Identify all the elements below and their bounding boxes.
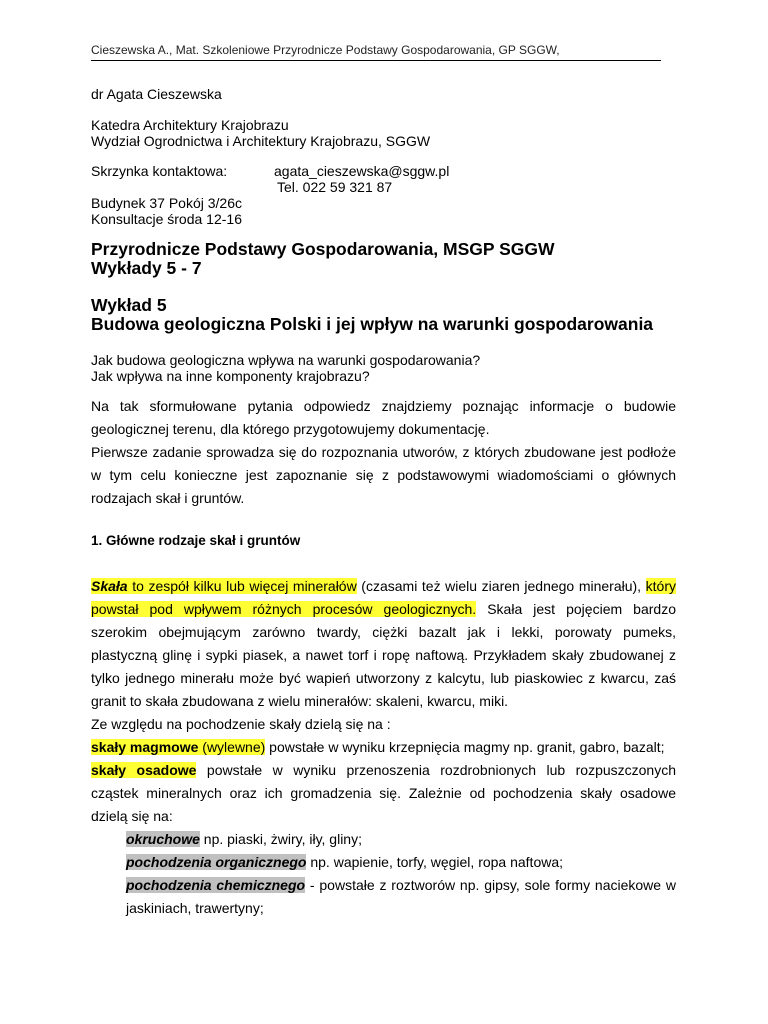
faculty: Wydział Ogrodnictwa i Architektury Krajobrazu, SGGW xyxy=(91,133,431,149)
term-sedimentary: skały osadowe xyxy=(91,762,197,778)
chemical-item xyxy=(91,874,676,897)
text: (czasami też wielu ziaren jednego minerału), xyxy=(356,578,646,594)
text: powstałe w wyniku przenoszenia rozdrobnionych lub rozpuszczonych xyxy=(196,762,676,778)
lecture-topic: Budowa geologiczna Polski i jej wpływ na warunki gospodarowania xyxy=(91,314,654,334)
lecture-number: Wykład 5 xyxy=(91,295,167,315)
question-2: Jak wpływa na inne komponenty krajobrazu? xyxy=(91,368,370,384)
email-address: agata_cieszewska@sggw.pl xyxy=(274,163,450,179)
course-title xyxy=(91,240,691,278)
term-clastic: okruchowe xyxy=(126,831,200,847)
magmatic-rocks-line xyxy=(91,736,676,759)
department: Katedra Architektury Krajobrazu xyxy=(91,117,289,133)
rock-definition-paragraph xyxy=(91,575,676,920)
highlight xyxy=(91,578,357,594)
lecture-title xyxy=(91,296,691,334)
office-hours: Konsultacje środa 12-16 xyxy=(91,211,242,227)
intro-line: Pierwsze zadanie sprowadza się do rozpoznania utworów, z których zbudowane jest podłoże xyxy=(91,444,676,460)
text: np. piaski, żwiry, iły, gliny; xyxy=(199,831,362,847)
running-header: Cieszewska A., Mat. Szkoleniowe Przyrodnicze Podstawy Gospodarowania, GP SGGW, xyxy=(91,43,661,61)
contact-block xyxy=(91,163,677,227)
clastic-item xyxy=(91,828,676,851)
office-location: Budynek 37 Pokój 3/26c xyxy=(91,195,242,211)
affiliation-block xyxy=(91,117,677,149)
organic-item xyxy=(91,851,676,874)
text: np. wapienie, torfy, węgiel, ropa naftowa; xyxy=(306,854,564,870)
text: powstałe w wyniku krzepnięcia magmy np. granit, gabro, bazalt; xyxy=(265,739,665,755)
definition-line: granit to skała zbudowana z wielu minerałów: skaleni, kwarcu, miki. xyxy=(91,693,509,709)
highlighted-text: powstał pod wpływem różnych procesów geologicznych. xyxy=(91,601,477,617)
term-chemical: pochodzenia chemicznego xyxy=(126,877,306,893)
contact-row xyxy=(91,163,677,179)
contact-label: Skrzynka kontaktowa: xyxy=(91,163,228,179)
intro-line: w tym celu konieczne jest zapoznanie się z podstawowymi wiadomościami o głównych xyxy=(91,467,676,483)
author-name: dr Agata Cieszewska xyxy=(91,86,222,102)
lectures-range: Wykłady 5 - 7 xyxy=(91,258,202,278)
highlighted-text: który xyxy=(645,578,676,594)
highlight xyxy=(91,739,265,755)
author-block xyxy=(91,86,677,102)
chemical-item-continuation: jaskiniach, trawertyny; xyxy=(126,900,264,916)
text: - powstałe z roztworów np. gipsy, sole formy naciekowe w xyxy=(305,877,676,893)
intro-paragraph xyxy=(91,395,676,510)
text: Skała jest pojęciem bardzo xyxy=(476,601,676,617)
definition-line: tylko jednego minerału może być wapień utworzony z kalcytu, lub piaskowiec z kwarcu, zaś xyxy=(91,670,676,686)
sedimentary-rocks-line xyxy=(91,759,676,782)
highlighted-text: to zespół kilku lub więcej minerałów xyxy=(127,578,357,594)
intro-line: rodzajach skał i gruntów. xyxy=(91,490,245,506)
definition-line xyxy=(91,575,676,598)
definition-line xyxy=(91,598,676,621)
phone-number: Tel. 022 59 321 87 xyxy=(277,179,393,195)
term-organic: pochodzenia organicznego xyxy=(126,854,307,870)
classification-intro: Ze względu na pochodzenie skały dzielą się na : xyxy=(91,716,391,732)
course-title-line: Przyrodnicze Podstawy Gospodarowania, MSGP SGGW xyxy=(91,239,555,259)
definition-line: plastyczną glinę i sypki piasek, a nawet torf i ropę naftową. Przykładem skały zbudowanej z xyxy=(91,647,676,663)
questions-block xyxy=(91,352,677,384)
phone-row xyxy=(91,179,677,195)
question-1: Jak budowa geologiczna wpływa na warunki gospodarowania? xyxy=(91,352,481,368)
intro-line: geologicznej terenu, dla którego przygotowujemy dokumentację. xyxy=(91,421,490,437)
sedimentary-line: dzielą się na: xyxy=(91,808,173,824)
definition-line: szerokim obejmującym zarówno twardy, ciężki bazalt jak i lekki, porowaty pumeks, xyxy=(91,624,676,640)
term-skala: Skała xyxy=(91,578,128,594)
intro-line: Na tak sformułowane pytania odpowiedz znajdziemy poznając informacje o budowie xyxy=(91,398,676,414)
term-magmatic: skały magmowe xyxy=(91,739,199,755)
highlighted-text: (wylewne) xyxy=(198,739,266,755)
section-heading: 1. Główne rodzaje skał i gruntów xyxy=(91,533,301,548)
sedimentary-line: cząstek mineralnych oraz ich gromadzenia się. Zależnie od pochodzenia skały osadowe xyxy=(91,785,676,801)
